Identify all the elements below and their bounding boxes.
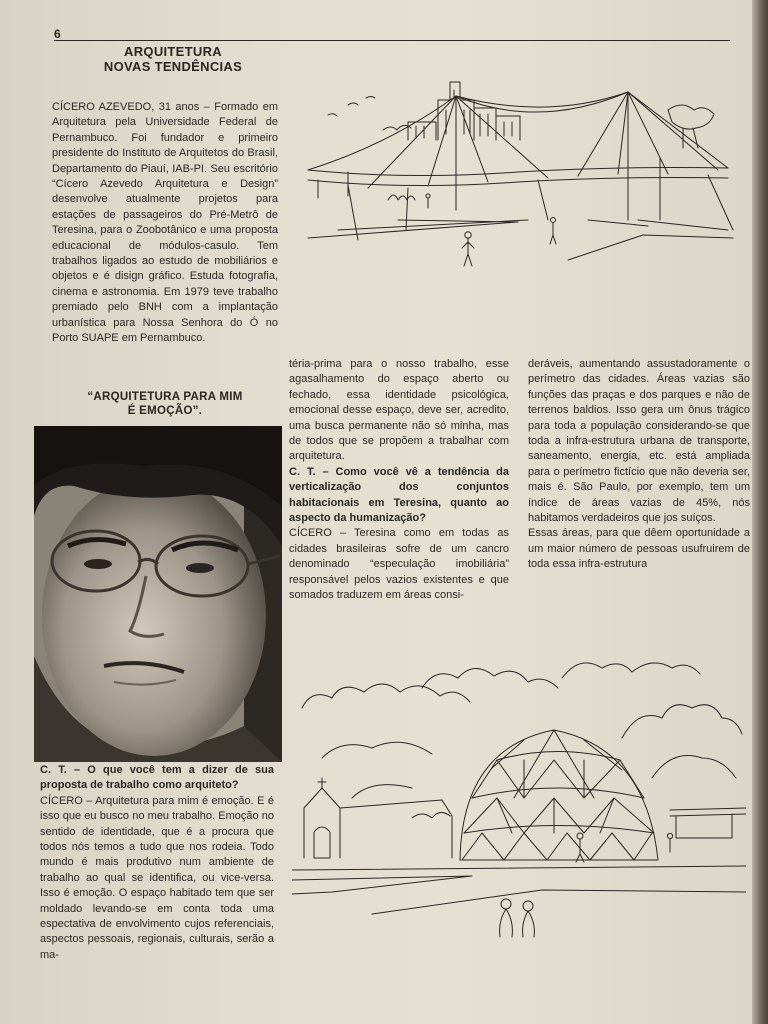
architect-portrait-photo: [34, 426, 282, 762]
book-edge: [752, 0, 768, 1024]
bio-text: CÍCERO AZEVEDO, 31 anos – Formado em Arquitetura pela Universidade Federal de Pernambuco. Foi fundador e primeiro presidente do Instituto de Arquitetos do Brasil, Departamento do Piauí, IAB-PI. Seu escritório “Cícero Azevedo Arquitetura e Design” desenvolve atualmente projetos para estações de passageiros do Pré-Metrô de Teresina, para o Zoobotânico e uma proposta educacional de módulos-casulo. Tem trabalhos ligados ao estudo de mobiliários e objetos e é disign gráfico. Estuda fotografia, cinema e astronomia. Em 1979 teve trabalho premiado pelo BNH com a implantação urbanística para Nossa Senhora do Ó no Porto SUAPE em Pernambuco.: [52, 101, 278, 345]
pull-quote: [52, 390, 278, 418]
tent-canopy-plaza-sketch: [288, 70, 738, 275]
answer-2-continued: deráveis, aumentando assustadoramente o perímetro das cidades. Áreas vazias são funções das praças e dos parques e não de terrenos baldios. Isso gera um ônus trágico para toda a população considerando-se que toda a infra-estrutura urbana de transporte, saneamento, energia, etc. está ampliada para o perímetro fictício que não deveria ser, mais é. São Paulo, por exemplo, tem um índice de áreas vazias de 45%, nós habitamos verdadeiros que jos suíços.: [528, 358, 750, 525]
pull-quote-line-2: É EMOÇÃO”.: [127, 405, 203, 417]
question-1: C. T. – O que você tem a dizer de sua proposta de trabalho como arquiteto?: [40, 764, 274, 792]
answer-1-continued: téria-prima para o nosso trabalho, esse agasalhamento do espaço aberto ou fechado, essa identidade psicológica, emocional desse espaço, deve ser, acredito, uma busca permanente não só minha, mas de todos que se propõem a trabalhar com arquitetura.: [289, 358, 509, 463]
geodesic-dome-sketch: [292, 648, 746, 940]
question-2: C. T. – Como você vê a tendência da verticalização dos conjuntos habitacionais em Teresina, quanto ao aspecto da humanização?: [289, 465, 509, 525]
section-title: [60, 44, 286, 74]
answer-2: CÍCERO – Teresina como em todas as cidades brasileiras sofre de um cancro denominado “especulação imobiliária” responsável pelos vazios existentes e que somados traduzem em áreas consi-: [289, 527, 509, 602]
pull-quote-line-1: “ARQUITETURA PARA MIM: [87, 391, 243, 403]
answer-1: CÍCERO – Arquitetura para mim é emoção. E é isso que eu busco no meu trabalho. Emoção no sentido de identidade, que é a procura que todos nós temos a tudo que nos rodeia. Todo mundo é mais produtivo num ambiente de trabalho ao qual se identifica, ou vice-versa. Isso é emoção. O espaço habitado tem que ser moldado levando-se em conta toda uma espectativa de envolvimento cujos referenciais, aspectos pessoais, regionais, culturais, serão a ma-: [40, 794, 274, 961]
header-rule: [54, 40, 730, 41]
section-title-line-1: ARQUITETURA: [124, 44, 222, 59]
author-bio: [52, 100, 278, 347]
page-number: 6: [54, 27, 61, 41]
interview-col-middle: [289, 357, 509, 604]
section-title-line-2: NOVAS TENDÊNCIAS: [103, 59, 243, 74]
answer-2-paragraph-2: Essas áreas, para que dêem oportunidade a um maior número de pessoas usufruirem de toda essa infra-estrutura: [528, 527, 750, 571]
interview-col-right: [528, 357, 750, 573]
interview-col-left: [40, 763, 274, 963]
